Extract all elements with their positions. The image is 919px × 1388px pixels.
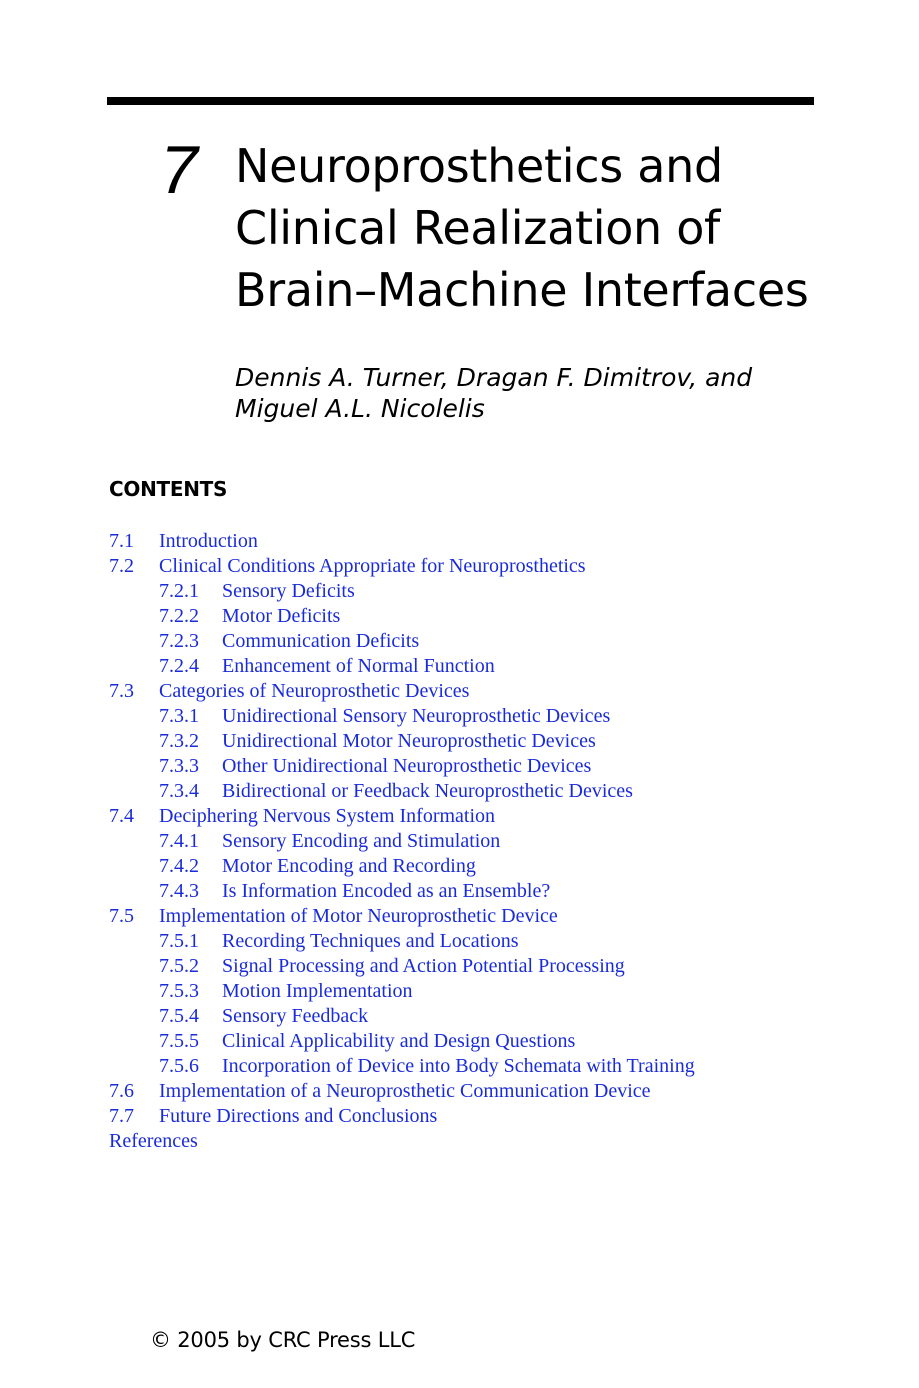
toc-entry-7-2-1[interactable] — [109, 579, 869, 604]
toc-entry-number: 7.5.4 — [159, 1005, 199, 1027]
toc-entry-7-1[interactable] — [109, 529, 869, 554]
toc-entry-title[interactable]: Implementation of Motor Neuroprosthetic Device — [159, 905, 558, 927]
toc-entry-number: 7.1 — [109, 530, 134, 552]
toc-entry-7-2-2[interactable] — [109, 604, 869, 629]
toc-entry-7-5-1[interactable] — [109, 929, 869, 954]
toc-entry-number: 7.3.1 — [159, 705, 199, 727]
table-of-contents — [109, 529, 869, 1154]
toc-entry-title[interactable]: Implementation of a Neuroprosthetic Communication Device — [159, 1080, 651, 1102]
toc-entry-7-5-4[interactable] — [109, 1004, 869, 1029]
toc-entry-number: 7.3.3 — [159, 755, 199, 777]
toc-entry-7-2-4[interactable] — [109, 654, 869, 679]
toc-entry-number: 7.5.3 — [159, 980, 199, 1002]
toc-entry-title[interactable]: Communication Deficits — [222, 630, 420, 652]
contents-heading: CONTENTS — [109, 477, 228, 501]
copyright-notice: © 2005 by CRC Press LLC — [150, 1328, 416, 1352]
toc-entry-7-6[interactable] — [109, 1079, 869, 1104]
toc-entry-number: 7.2.2 — [159, 605, 199, 627]
chapter-title-line: Brain–Machine Interfaces — [235, 263, 809, 317]
toc-entry-number: 7.2 — [109, 555, 134, 577]
toc-entry-title[interactable]: Unidirectional Motor Neuroprosthetic Devices — [222, 730, 596, 752]
toc-entry-title[interactable]: Enhancement of Normal Function — [222, 655, 495, 677]
toc-entry-number: 7.5.6 — [159, 1055, 199, 1077]
toc-entry-title[interactable]: Sensory Feedback — [222, 1005, 369, 1027]
toc-entry-7-7[interactable] — [109, 1104, 869, 1129]
toc-entry-number: 7.4.2 — [159, 855, 199, 877]
chapter-title-line: Neuroprosthetics and — [235, 139, 723, 193]
toc-entry-7-4-3[interactable] — [109, 879, 869, 904]
chapter-number: 7 — [160, 132, 198, 208]
toc-entry-7-3-3[interactable] — [109, 754, 869, 779]
toc-entry-title[interactable]: Sensory Deficits — [222, 580, 355, 602]
toc-entry-7-4-1[interactable] — [109, 829, 869, 854]
toc-entry-title[interactable]: Introduction — [159, 530, 258, 552]
chapter-title — [235, 135, 855, 321]
toc-entry-title[interactable]: Clinical Conditions Appropriate for Neuroprosthetics — [159, 555, 586, 577]
toc-entry-title[interactable]: References — [109, 1130, 198, 1152]
toc-entry-7-3[interactable] — [109, 679, 869, 704]
toc-entry-title[interactable]: Motor Encoding and Recording — [222, 855, 476, 877]
toc-entry-title[interactable]: Signal Processing and Action Potential Processing — [222, 955, 625, 977]
toc-entry-7-4[interactable] — [109, 804, 869, 829]
toc-entry-number: 7.4.1 — [159, 830, 199, 852]
toc-entry-title[interactable]: Motion Implementation — [222, 980, 413, 1002]
author-line: Miguel A.L. Nicolelis — [235, 394, 485, 423]
toc-entry-number: 7.5.2 — [159, 955, 199, 977]
toc-entry-number: 7.4 — [109, 805, 134, 827]
toc-entry-number: 7.2.3 — [159, 630, 199, 652]
toc-entry-references[interactable] — [109, 1129, 869, 1154]
toc-entry-title[interactable]: Other Unidirectional Neuroprosthetic Devices — [222, 755, 592, 777]
toc-entry-7-5[interactable] — [109, 904, 869, 929]
toc-entry-7-3-1[interactable] — [109, 704, 869, 729]
toc-entry-7-5-3[interactable] — [109, 979, 869, 1004]
toc-entry-7-2-3[interactable] — [109, 629, 869, 654]
toc-entry-title[interactable]: Bidirectional or Feedback Neuroprosthetic Devices — [222, 780, 633, 802]
chapter-top-rule — [107, 97, 814, 105]
toc-entry-7-5-2[interactable] — [109, 954, 869, 979]
toc-entry-title[interactable]: Is Information Encoded as an Ensemble? — [222, 880, 551, 902]
toc-entry-7-5-5[interactable] — [109, 1029, 869, 1054]
chapter-title-line: Clinical Realization of — [235, 201, 720, 255]
toc-entry-7-3-2[interactable] — [109, 729, 869, 754]
toc-entry-7-2[interactable] — [109, 554, 869, 579]
toc-entry-title[interactable]: Unidirectional Sensory Neuroprosthetic Devices — [222, 705, 611, 727]
toc-entry-title[interactable]: Future Directions and Conclusions — [159, 1105, 438, 1127]
toc-entry-number: 7.4.3 — [159, 880, 199, 902]
toc-entry-number: 7.3 — [109, 680, 134, 702]
toc-entry-number: 7.3.2 — [159, 730, 199, 752]
toc-entry-number: 7.2.1 — [159, 580, 199, 602]
toc-entry-number: 7.7 — [109, 1105, 134, 1127]
toc-entry-number: 7.6 — [109, 1080, 134, 1102]
toc-entry-title[interactable]: Sensory Encoding and Stimulation — [222, 830, 501, 852]
toc-entry-title[interactable]: Clinical Applicability and Design Questions — [222, 1030, 576, 1052]
toc-entry-title[interactable]: Incorporation of Device into Body Schemata with Training — [222, 1055, 695, 1077]
author-line: Dennis A. Turner, Dragan F. Dimitrov, and — [235, 363, 753, 392]
toc-entry-number: 7.2.4 — [159, 655, 199, 677]
toc-entry-7-4-2[interactable] — [109, 854, 869, 879]
toc-entry-number: 7.5 — [109, 905, 134, 927]
toc-entry-title[interactable]: Categories of Neuroprosthetic Devices — [159, 680, 470, 702]
toc-entry-number: 7.3.4 — [159, 780, 199, 802]
toc-entry-number: 7.5.5 — [159, 1030, 199, 1052]
toc-entry-title[interactable]: Motor Deficits — [222, 605, 341, 627]
toc-entry-7-5-6[interactable] — [109, 1054, 869, 1079]
toc-entry-title[interactable]: Deciphering Nervous System Information — [159, 805, 496, 827]
toc-entry-title[interactable]: Recording Techniques and Locations — [222, 930, 519, 952]
toc-entry-number: 7.5.1 — [159, 930, 199, 952]
toc-entry-7-3-4[interactable] — [109, 779, 869, 804]
chapter-authors — [235, 362, 752, 424]
